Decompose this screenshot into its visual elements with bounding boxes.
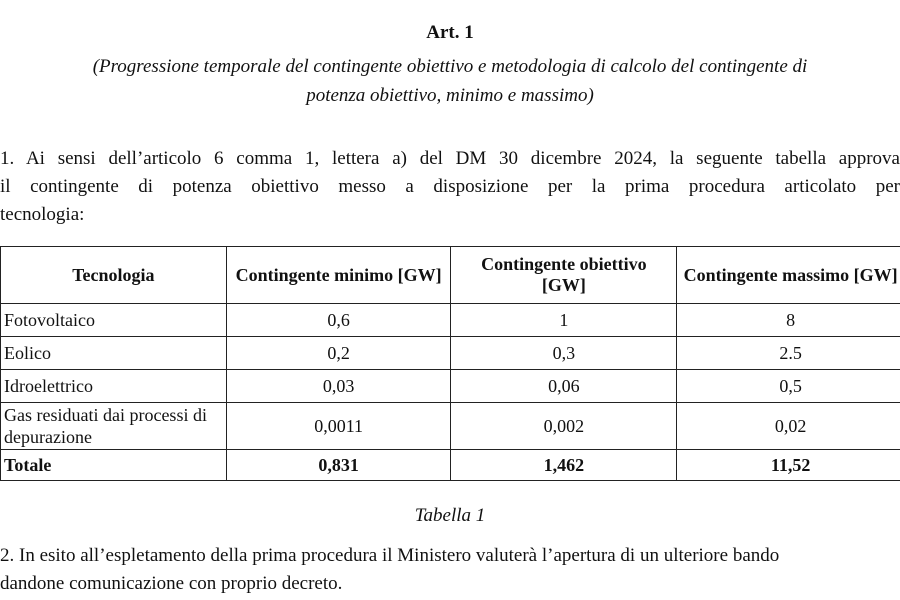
table-row xyxy=(1,370,900,403)
cell-massimo: 0,02 xyxy=(677,403,900,450)
cell-tecnologia: Fotovoltaico xyxy=(1,304,227,337)
contingent-table xyxy=(0,246,900,481)
paragraph-line: tecnologia: xyxy=(0,204,85,225)
table-row xyxy=(1,403,900,450)
cell-totale-obiettivo: 1,462 xyxy=(451,450,677,481)
cell-tecnologia: Eolico xyxy=(1,337,227,370)
cell-obiettivo: 0,06 xyxy=(451,370,677,403)
cell-minimo: 0,03 xyxy=(226,370,451,403)
paragraph-line: il contingente di potenza obiettivo messo a disposizione per la prima procedura articolato per xyxy=(0,176,900,197)
cell-totale-label: Totale xyxy=(1,450,227,481)
table-row xyxy=(1,337,900,370)
cell-totale-minimo: 0,831 xyxy=(226,450,451,481)
article-subtitle-line: potenza obiettivo, minimo e massimo) xyxy=(306,85,594,106)
cell-obiettivo: 1 xyxy=(451,304,677,337)
column-header-tecnologia: Tecnologia xyxy=(1,247,227,304)
paragraph-2 xyxy=(0,542,900,598)
cell-obiettivo: 0,3 xyxy=(451,337,677,370)
column-header-minimo: Contingente minimo [GW] xyxy=(226,247,451,304)
cell-tecnologia: Gas residuati dai processi di depurazione xyxy=(1,403,227,450)
cell-minimo: 0,2 xyxy=(226,337,451,370)
table-caption: Tabella 1 xyxy=(414,505,486,526)
cell-tecnologia: Idroelettrico xyxy=(1,370,227,403)
column-header-massimo: Contingente massimo [GW] xyxy=(677,247,900,304)
cell-minimo: 0,0011 xyxy=(226,403,451,450)
table-row xyxy=(1,304,900,337)
cell-obiettivo: 0,002 xyxy=(451,403,677,450)
cell-totale-massimo: 11,52 xyxy=(677,450,900,481)
column-header-obiettivo: Contingente obiettivo [GW] xyxy=(451,247,677,304)
cell-minimo: 0,6 xyxy=(226,304,451,337)
cell-massimo: 0,5 xyxy=(677,370,900,403)
article-subtitle xyxy=(0,52,900,110)
paragraph-line: dandone comunicazione con proprio decreto. xyxy=(0,573,343,594)
table-header-row xyxy=(1,247,900,304)
table-total-row xyxy=(1,450,900,481)
cell-massimo: 2.5 xyxy=(677,337,900,370)
paragraph-1 xyxy=(0,145,900,229)
paragraph-line: 2. In esito all’espletamento della prima procedura il Ministero valuterà l’apertura di un ulteriore bando xyxy=(0,545,780,566)
paragraph-line: 1. Ai sensi dell’articolo 6 comma 1, lettera a) del DM 30 dicembre 2024, la seguente tabella approva xyxy=(0,148,900,169)
article-subtitle-line: (Progressione temporale del contingente obiettivo e metodologia di calcolo del contingente di xyxy=(92,56,808,77)
cell-massimo: 8 xyxy=(677,304,900,337)
article-title: Art. 1 xyxy=(426,22,474,43)
